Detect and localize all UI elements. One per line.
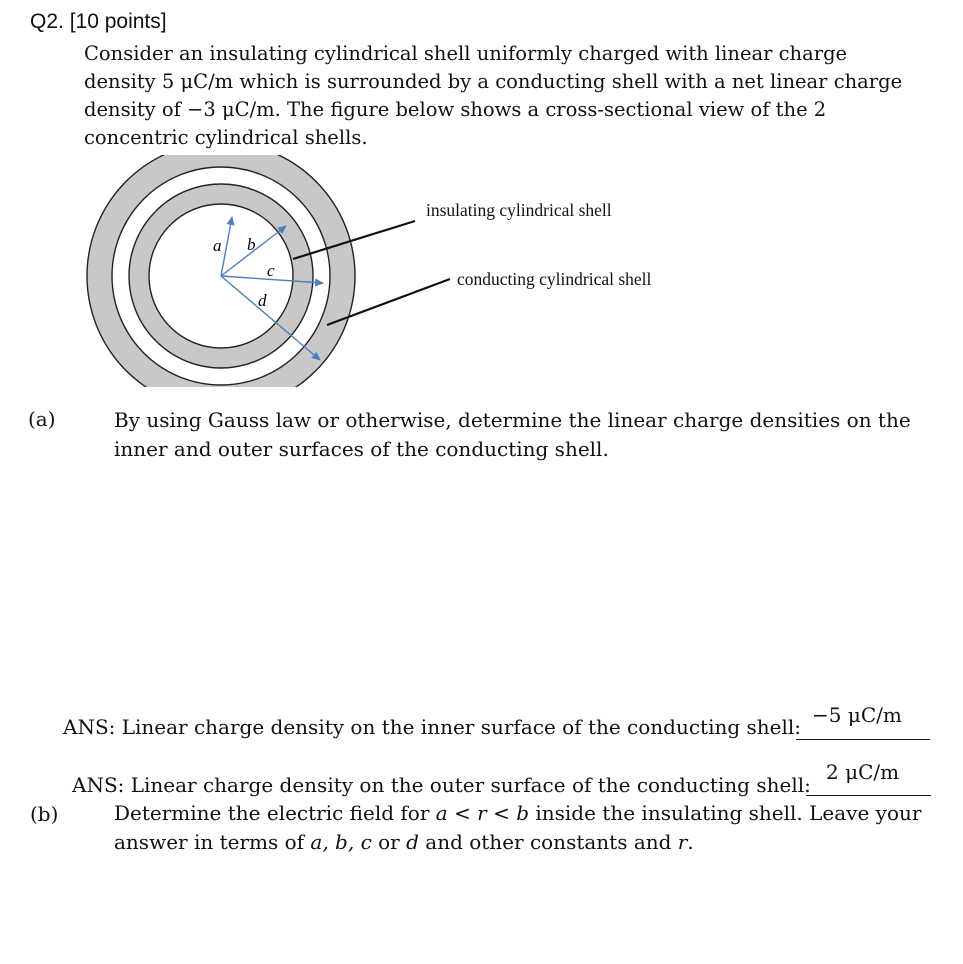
part-a-line: By using Gauss law or otherwise, determine the linear charge densities on the — [114, 408, 911, 432]
answer-inner-label: ANS: Linear charge density on the inner surface of the conducting shell: — [63, 715, 802, 739]
intro-line: concentric cylindrical shells. — [84, 126, 368, 149]
question-number: Q2. — [30, 10, 64, 33]
part-b-math: r — [677, 830, 688, 854]
part-b-letter: (b) — [30, 802, 59, 826]
radius-a-label: a — [213, 236, 222, 255]
radius-b-label: b — [247, 235, 256, 254]
radius-d-label: d — [258, 291, 267, 310]
answer-outer-value: 2 μC/m — [826, 760, 900, 784]
intro-line: density of −3 μC/m. The figure below shows a cross-sectional view of the 2 — [84, 98, 827, 121]
question-points: [10 points] — [69, 10, 167, 33]
part-a-text — [114, 406, 924, 464]
answer-inner-value: −5 μC/m — [812, 703, 902, 727]
part-b-text-segment: inside the insulating shell. Leave your — [529, 801, 922, 825]
part-b-text-segment: . — [687, 830, 694, 854]
part-b-math: a < r < b — [435, 801, 530, 825]
insulating-shell-label: insulating cylindrical shell — [426, 200, 612, 220]
answer-outer-blank[interactable] — [806, 795, 931, 796]
intro-line: Consider an insulating cylindrical shell uniformly charged with linear charge — [84, 42, 848, 65]
question-intro — [84, 40, 930, 152]
cylindrical-shells-figure — [80, 155, 700, 387]
conducting-shell-label: conducting cylindrical shell — [457, 269, 652, 289]
radius-c-label: c — [267, 261, 275, 280]
part-b-line-1 — [114, 799, 934, 828]
part-b-line-2 — [114, 828, 934, 857]
part-a-letter: (a) — [28, 407, 56, 431]
part-b-text-segment: or — [371, 830, 407, 854]
part-b-text — [114, 799, 934, 857]
part-b-text-segment: Determine the electric field for — [114, 801, 436, 825]
answer-outer-label: ANS: Linear charge density on the outer surface of the conducting shell: — [72, 773, 811, 797]
part-b-text-segment: answer in terms of — [114, 830, 311, 854]
part-b-math: d — [406, 830, 419, 854]
part-b-text-segment: and other constants and — [418, 830, 678, 854]
intro-line: density 5 μC/m which is surrounded by a conducting shell with a net linear charge — [84, 70, 903, 93]
part-b-math: a, b, c — [310, 830, 372, 854]
part-a-line: inner and outer surfaces of the conducting shell. — [114, 437, 609, 461]
question-header — [30, 10, 167, 34]
answer-inner-blank[interactable] — [796, 739, 930, 740]
